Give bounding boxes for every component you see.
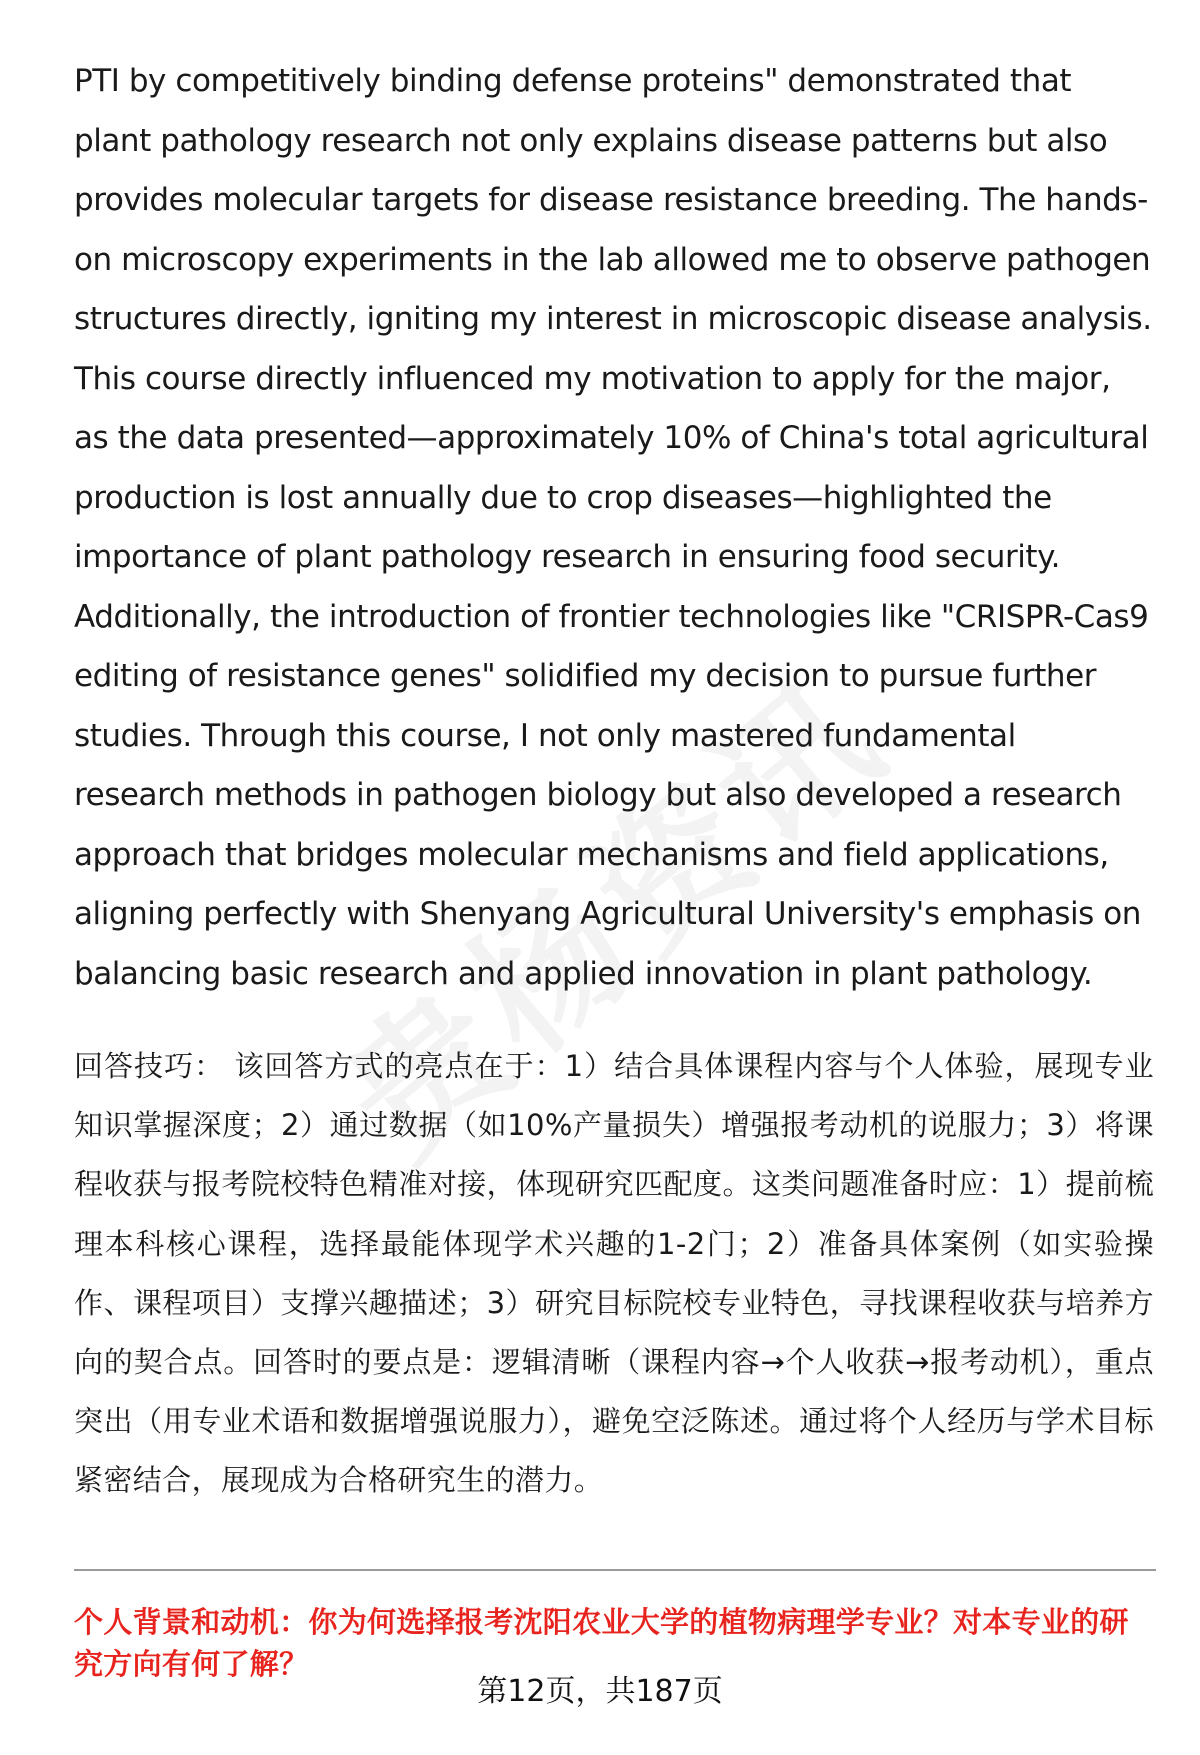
page-number-footer: 第12页，共187页 <box>477 1674 723 1709</box>
section-divider <box>74 1569 1156 1571</box>
english-answer-paragraph: PTI by competitively binding defense proteins" demonstrated that plant pathology research not only explains disease patterns but also provides molecular targets for disease resistance breeding. The hands-on microscopy experiments in the lab allowed me to observe pathogen structures directly, igniting my interest in microscopic disease analysis. This course directly influenced my motivation to apply for the major, as the data presented—approximately 10% of China's total agricultural production is lost annually due to crop diseases—highlighted the importance of plant pathology research in ensuring food security. Additionally, the introduction of frontier technologies like "CRISPR-Cas9 editing of resistance genes" solidified my decision to pursue further studies. Through this course, I not only mastered fundamental research methods in pathogen biology but also developed a research approach that bridges molecular mechanisms and field applications, aligning perfectly with Shenyang Agricultural University's emphasis on balancing basic research and applied innovation in plant pathology. <box>74 63 1152 992</box>
next-question-heading: 个人背景和动机：你为何选择报考沈阳农业大学的植物病理学专业？对本专业的研究方向有何了解？ <box>74 1604 1129 1681</box>
answer-tips-paragraph: 回答技巧： 该回答方式的亮点在于：1）结合具体课程内容与个人体验，展现专业知识掌握深度；2）通过数据（如10%产量损失）增强报考动机的说服力；3）将课程收获与报考院校特色精准对接，体现研究匹配度。这类问题准备时应：1）提前梳理本科核心课程，选择最能体现学术兴趣的1-2门；2）准备具体案例（如实验操作、课程项目）支撑兴趣描述；3）研究目标院校专业特色，寻找课程收获与培养方向的契合点。回答时的要点是：逻辑清晰（课程内容→个人收获→报考动机），重点突出（用专业术语和数据增强说服力），避免空泛陈述。通过将个人经历与学术目标紧密结合，展现成为合格研究生的潜力。 <box>74 1049 1154 1498</box>
document-page <box>74 52 1154 1685</box>
